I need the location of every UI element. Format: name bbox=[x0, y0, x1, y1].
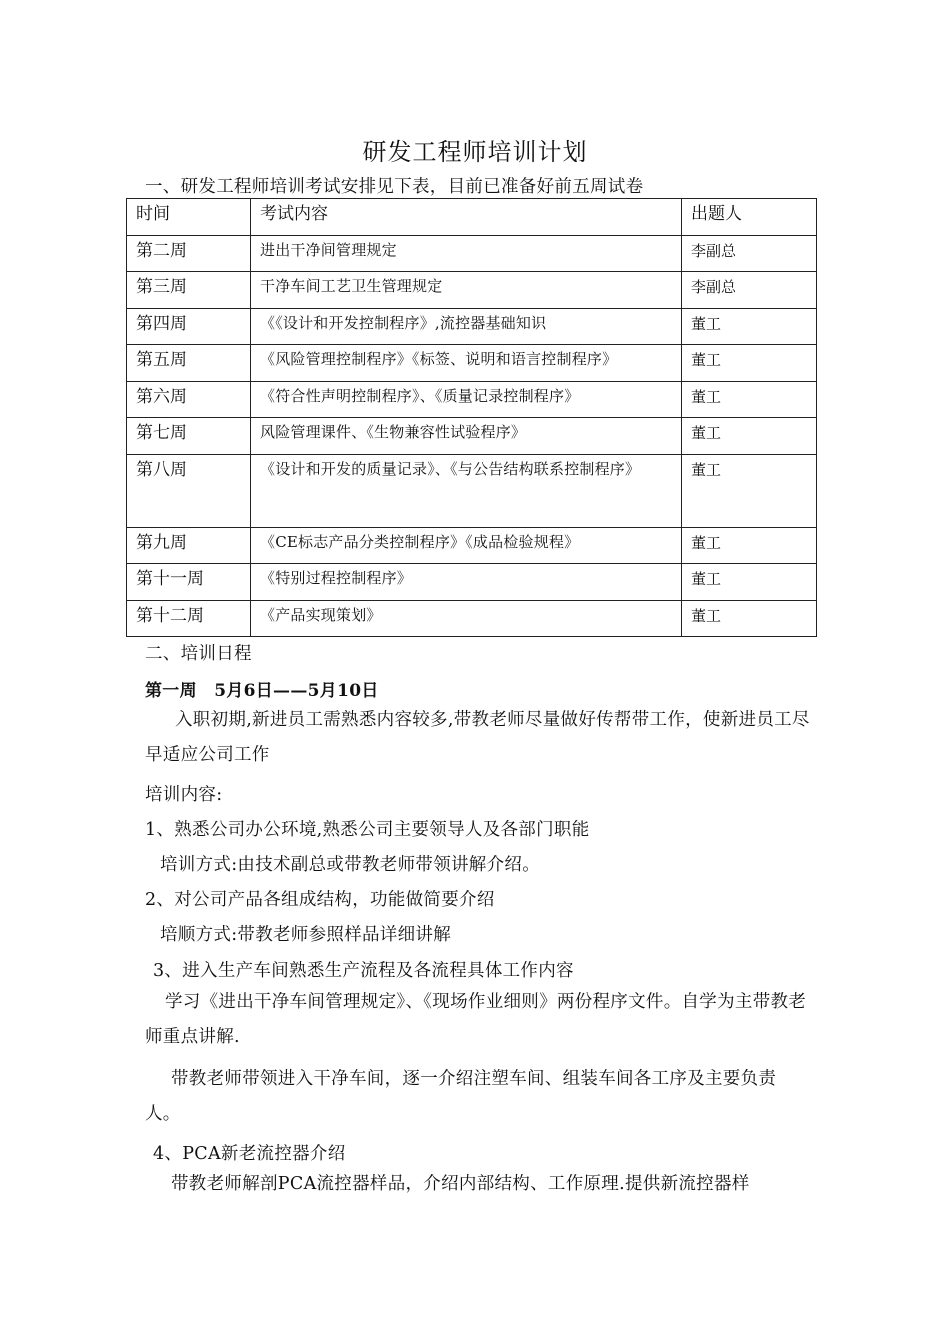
table-row bbox=[127, 235, 817, 272]
section2-heading: 二、培训日程 bbox=[145, 644, 252, 664]
item-3-paragraph-2: 带教老师带领进入干净车间，逐一介绍注塑车间、组装车间各工序及主要负责人。 bbox=[145, 1069, 777, 1124]
week1-intro: 入职初期,新进员工需熟悉内容较多,带教老师尽量做好传帮带工作，使新进员工尽早适应公司工作 bbox=[145, 710, 810, 765]
content-cell: 《CE标志产品分类控制程序》《成品检验规程》 bbox=[251, 527, 682, 564]
item-3-paragraph-1: 学习《进出干净车间管理规定》、《现场作业细则》两份程序文件。自学为主带教老师重点讲解. bbox=[145, 992, 807, 1047]
author-cell: 李副总 bbox=[682, 272, 817, 309]
content-cell: 《风险管理控制程序》《标签、说明和语言控制程序》 bbox=[251, 345, 682, 382]
table-row bbox=[127, 600, 817, 637]
item-4: 4、PCA新老流控器介绍 bbox=[153, 1144, 346, 1164]
exam-schedule-table bbox=[126, 198, 817, 637]
week-cell: 第三周 bbox=[127, 272, 251, 309]
table-row bbox=[127, 308, 817, 345]
content-cell: 进出干净间管理规定 bbox=[251, 235, 682, 272]
author-cell: 董工 bbox=[682, 418, 817, 455]
week1-title: 第一周 5月6日——5月10日 bbox=[145, 681, 379, 701]
week-cell: 第十一周 bbox=[127, 564, 251, 601]
training-content-label: 培训内容: bbox=[145, 785, 223, 805]
week-cell: 第七周 bbox=[127, 418, 251, 455]
author-cell: 董工 bbox=[682, 308, 817, 345]
author-cell: 董工 bbox=[682, 345, 817, 382]
week-cell: 第八周 bbox=[127, 454, 251, 527]
content-cell: 风险管理课件、《生物兼容性试验程序》 bbox=[251, 418, 682, 455]
table-row bbox=[127, 564, 817, 601]
author-cell: 董工 bbox=[682, 600, 817, 637]
content-cell: 干净车间工艺卫生管理规定 bbox=[251, 272, 682, 309]
page-title: 研发工程师培训计划 bbox=[362, 138, 588, 166]
item-1-method: 培训方式:由技术副总或带教老师带领讲解介绍。 bbox=[160, 855, 540, 875]
item-3: 3、进入生产车间熟悉生产流程及各流程具体工作内容 bbox=[153, 961, 574, 981]
item-2-method: 培顺方式:带教老师参照样品详细讲解 bbox=[160, 925, 451, 945]
author-cell: 董工 bbox=[682, 564, 817, 601]
content-cell: 《符合性声明控制程序》、《质量记录控制程序》 bbox=[251, 381, 682, 418]
author-cell: 董工 bbox=[682, 381, 817, 418]
table-row bbox=[127, 272, 817, 309]
week-cell: 第九周 bbox=[127, 527, 251, 564]
table-row bbox=[127, 381, 817, 418]
table-row bbox=[127, 418, 817, 455]
item-4-paragraph-1: 带教老师解剖PCA流控器样品，介绍内部结构、工作原理.提供新流控器样 bbox=[171, 1174, 750, 1194]
header-time: 时间 bbox=[127, 199, 251, 236]
table-row bbox=[127, 527, 817, 564]
week-cell: 第五周 bbox=[127, 345, 251, 382]
week-cell: 第二周 bbox=[127, 235, 251, 272]
section1-heading: 一、研发工程师培训考试安排见下表，目前已准备好前五周试卷 bbox=[145, 177, 644, 197]
author-cell: 董工 bbox=[682, 527, 817, 564]
table-row bbox=[127, 345, 817, 382]
item-2: 2、对公司产品各组成结构，功能做简要介绍 bbox=[145, 890, 495, 910]
week-cell: 第十二周 bbox=[127, 600, 251, 637]
content-cell: 《产品实现策划》 bbox=[251, 600, 682, 637]
content-cell: 《《设计和开发控制程序》,流控器基础知识 bbox=[251, 308, 682, 345]
header-exam-content: 考试内容 bbox=[251, 199, 682, 236]
header-author: 出题人 bbox=[682, 199, 817, 236]
week-cell: 第四周 bbox=[127, 308, 251, 345]
content-cell: 《设计和开发的质量记录》、《与公告结构联系控制程序》 bbox=[251, 454, 682, 527]
table-header-row bbox=[127, 199, 817, 236]
item-1: 1、熟悉公司办公环境,熟悉公司主要领导人及各部门职能 bbox=[145, 820, 590, 840]
content-cell: 《特别过程控制程序》 bbox=[251, 564, 682, 601]
table-row bbox=[127, 454, 817, 527]
author-cell: 李副总 bbox=[682, 235, 817, 272]
author-cell: 董工 bbox=[682, 454, 817, 527]
week-cell: 第六周 bbox=[127, 381, 251, 418]
